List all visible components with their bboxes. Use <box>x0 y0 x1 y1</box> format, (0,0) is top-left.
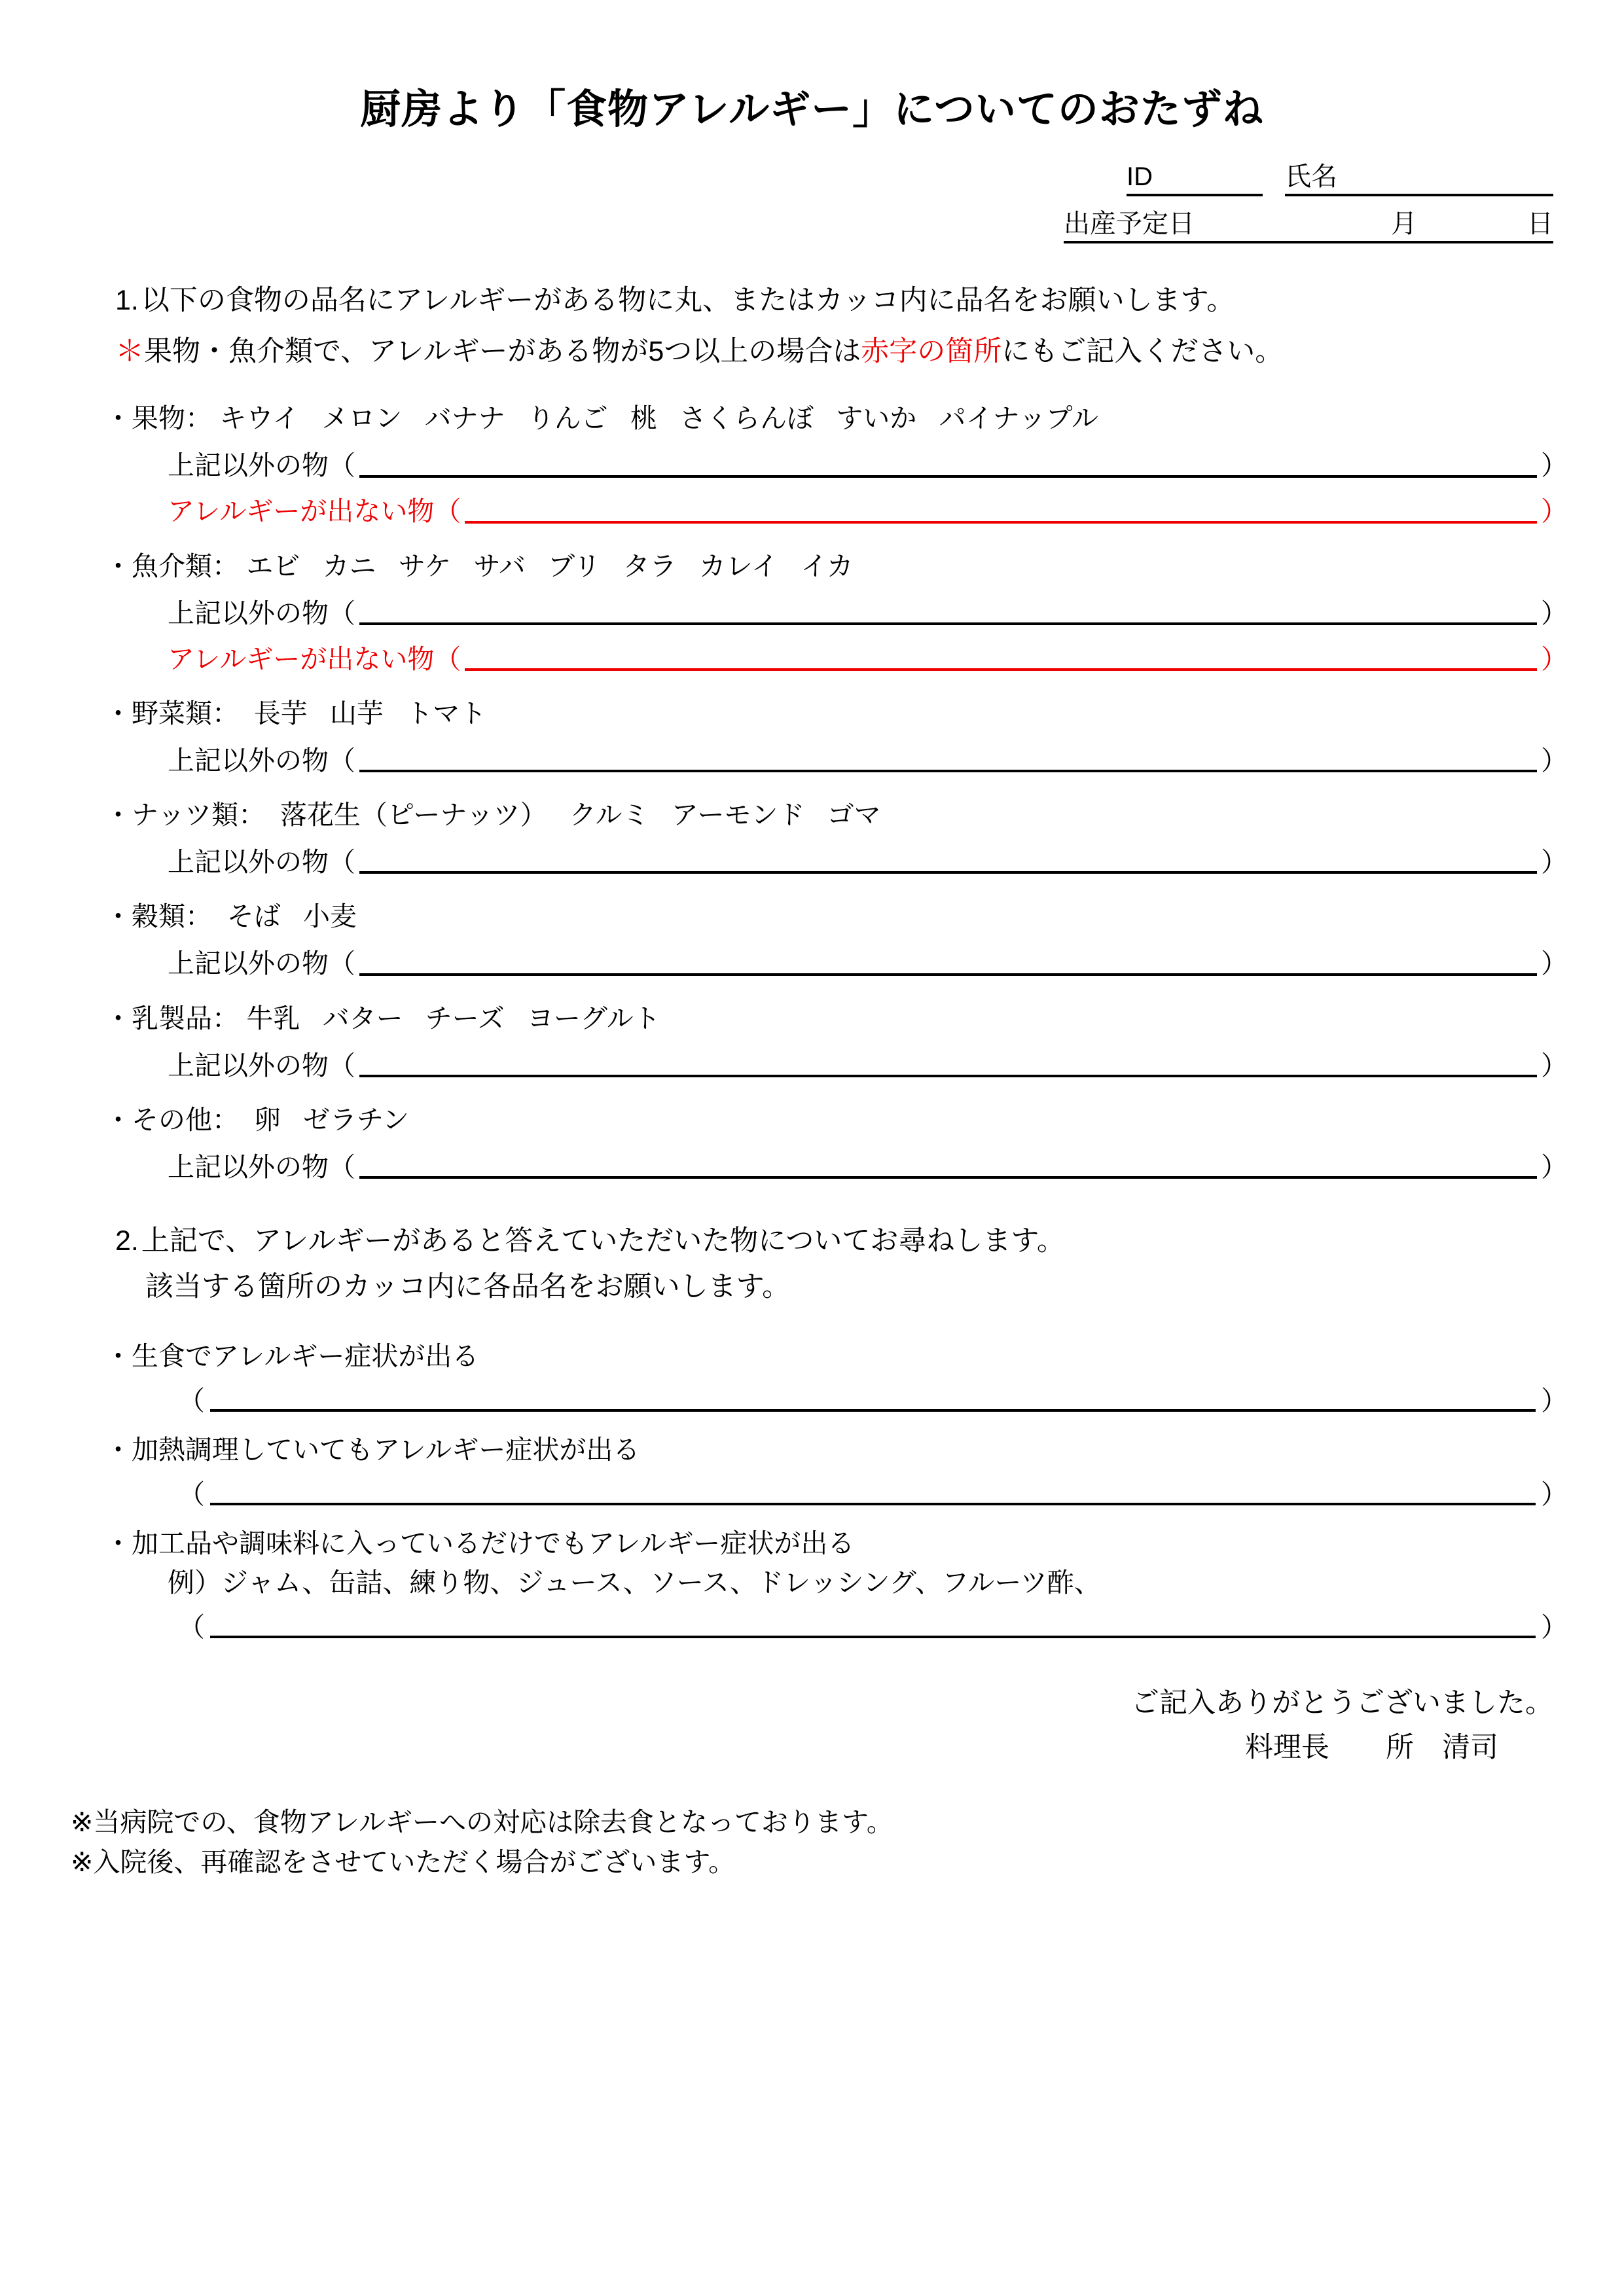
section2-line-1-text: 上記で、アレルギーがあると答えていただいた物についてお尋ねします。 <box>141 1225 1065 1257</box>
food-item[interactable]: ゴマ <box>827 800 881 831</box>
food-item[interactable]: 落花生（ピーナッツ） <box>280 800 547 831</box>
other-items-input[interactable] <box>359 842 1537 874</box>
colon: ： <box>185 901 212 932</box>
bullet-icon: ・ <box>105 901 132 932</box>
category-seafood-name: 魚介類 <box>132 550 212 581</box>
category-dairy-other-row[interactable] <box>105 1046 1568 1081</box>
category-nuts <box>105 798 1568 878</box>
category-other <box>105 1103 1568 1183</box>
category-nuts-other-row[interactable] <box>105 842 1568 878</box>
question-label: 生食でアレルギー症状が出る <box>132 1340 479 1371</box>
category-fruits-other-row[interactable] <box>105 446 1568 482</box>
category-grains-header <box>105 900 1568 933</box>
section2-line-2: 該当する箇所のカッコ内に各品名をお願いします。 <box>145 1271 791 1303</box>
category-other-header <box>105 1103 1568 1137</box>
thanks-message: ご記入ありがとうございました。 <box>1131 1687 1553 1719</box>
due-date-row <box>0 208 1553 243</box>
category-dairy-name: 乳製品 <box>132 1003 212 1033</box>
other-items-label: 上記以外の物（ <box>168 745 355 776</box>
footnote-item: ※入院後、再確認をさせていただく場合がございます。 <box>71 1847 736 1878</box>
food-item[interactable]: アーモンド <box>671 800 805 831</box>
category-seafood-no-allergy-row[interactable] <box>105 639 1568 675</box>
category-other-name: その他 <box>132 1104 212 1135</box>
question-processed-food-answer[interactable] <box>105 1608 1568 1642</box>
food-item[interactable]: チーズ <box>425 1003 505 1033</box>
month-label: 月 <box>1391 209 1417 239</box>
paren-close: ） <box>1541 1151 1568 1182</box>
food-item[interactable]: さくらんぼ <box>679 403 814 434</box>
bullet-icon: ・ <box>105 800 132 831</box>
category-vegetables <box>105 697 1568 776</box>
bullet-icon: ・ <box>105 1340 132 1371</box>
intro-instructions <box>0 280 1624 372</box>
bullet-icon: ・ <box>105 1104 132 1135</box>
footnotes-block <box>0 1803 1624 1883</box>
colon: ： <box>238 800 266 831</box>
category-nuts-items <box>273 800 881 830</box>
category-dairy-header <box>105 1002 1568 1035</box>
intro-line-2-before: 果物・魚介類で、アレルギーがある物が5つ以上の場合は <box>144 335 861 367</box>
other-items-input[interactable] <box>359 1147 1537 1179</box>
paren-close: ） <box>1541 450 1568 481</box>
food-item[interactable]: 桃 <box>630 403 657 434</box>
chef-signature: 料理長 所 清司 <box>1245 1732 1498 1764</box>
category-grains <box>105 900 1568 979</box>
no-allergy-label: アレルギーが出ない物（ <box>168 496 461 527</box>
other-items-label: 上記以外の物（ <box>168 948 355 979</box>
bullet-icon: ・ <box>105 403 132 434</box>
food-item[interactable]: イカ <box>800 550 854 581</box>
food-item[interactable]: メロン <box>321 403 403 434</box>
food-item[interactable]: キウイ <box>219 403 300 434</box>
intro-line-2-after: にもご記入ください。 <box>1001 335 1284 367</box>
category-other-items <box>246 1105 409 1135</box>
question-cooked-food-input[interactable] <box>210 1475 1536 1505</box>
category-fruits-header <box>105 402 1568 435</box>
category-list <box>0 402 1624 1183</box>
colon: ： <box>212 698 239 728</box>
question-processed-food <box>105 1526 1568 1642</box>
colon: ： <box>212 1104 239 1135</box>
food-item[interactable]: ゼラチン <box>303 1104 409 1135</box>
paren-open: （ <box>178 1385 205 1416</box>
intro-line-1-text: 以下の食物の品名にアレルギーがある物に丸、またはカッコ内に品名をお願いします。 <box>141 285 1235 317</box>
name-field[interactable] <box>1285 161 1553 196</box>
bullet-icon: ・ <box>105 1528 132 1559</box>
paren-close: ） <box>1541 643 1568 674</box>
question-processed-food-example: 例）ジャム、缶詰、練り物、ジュース、ソース、ドレッシング、フルーツ酢、 <box>168 1567 1101 1598</box>
paren-close: ） <box>1541 496 1568 527</box>
category-seafood-items <box>246 551 853 581</box>
food-item[interactable]: タラ <box>623 550 677 581</box>
colon: ： <box>185 403 212 434</box>
category-other-other-row[interactable] <box>105 1147 1568 1183</box>
paren-close: ） <box>1541 1479 1568 1510</box>
other-items-label: 上記以外の物（ <box>168 847 355 878</box>
bullet-icon: ・ <box>105 1003 132 1033</box>
other-items-input[interactable] <box>359 1046 1537 1077</box>
section2-number: 2. <box>115 1225 139 1257</box>
question-raw-food-input[interactable] <box>210 1382 1536 1412</box>
section2-line-1 <box>115 1221 1572 1261</box>
asterisk-icon: ＊ <box>115 334 144 367</box>
food-item[interactable]: 長芋 <box>253 698 308 728</box>
day-label: 日 <box>1527 209 1553 239</box>
no-allergy-input[interactable] <box>465 639 1537 671</box>
category-fruits-name: 果物 <box>132 403 185 434</box>
footnote-item: ※当病院での、食物アレルギーへの対応は除去食となっております。 <box>71 1806 893 1837</box>
category-seafood-other-row[interactable] <box>105 594 1568 629</box>
bullet-icon: ・ <box>105 550 132 581</box>
food-item[interactable]: バター <box>322 1003 403 1033</box>
paren-close: ） <box>1541 745 1568 776</box>
other-items-label: 上記以外の物（ <box>168 1151 355 1182</box>
id-name-row <box>0 161 1553 196</box>
other-items-input[interactable] <box>359 446 1537 478</box>
id-field[interactable] <box>1127 161 1263 196</box>
intro-line-2-red-emphasis: 赤字の箇所 <box>861 335 1002 367</box>
bullet-icon: ・ <box>105 1435 132 1465</box>
paren-close: ） <box>1541 598 1568 628</box>
due-date-field[interactable] <box>1064 208 1553 243</box>
food-item[interactable]: 卵 <box>253 1104 281 1135</box>
category-fruits-no-allergy-row[interactable] <box>105 492 1568 528</box>
paren-close: ） <box>1541 948 1568 979</box>
other-items-input[interactable] <box>359 594 1537 625</box>
food-item[interactable]: パイナップル <box>939 403 1099 434</box>
food-item[interactable]: 小麦 <box>303 901 357 932</box>
question-raw-food <box>105 1339 1568 1416</box>
category-fruits-items <box>219 403 1098 433</box>
question-cooked-food <box>105 1433 1568 1509</box>
other-items-input[interactable] <box>359 741 1537 772</box>
paren-close: ） <box>1541 847 1568 878</box>
no-allergy-label: アレルギーが出ない物（ <box>168 643 461 674</box>
category-grains-items <box>219 901 357 931</box>
food-item[interactable]: トマト <box>406 698 487 728</box>
paren-open: （ <box>178 1479 205 1510</box>
category-vegetables-items <box>246 698 486 728</box>
food-item[interactable]: そば <box>226 901 281 932</box>
category-seafood-header <box>105 550 1568 583</box>
category-grains-name: 穀類 <box>132 901 185 932</box>
food-item[interactable]: カレイ <box>698 550 778 581</box>
category-dairy-items <box>246 1003 660 1033</box>
paren-close: ） <box>1541 1611 1568 1642</box>
food-item[interactable]: すいか <box>836 403 917 434</box>
question-processed-food-input[interactable] <box>210 1608 1536 1638</box>
food-item[interactable]: ブリ <box>548 550 601 581</box>
colon: ： <box>212 550 239 581</box>
category-vegetables-name: 野菜類 <box>132 698 212 728</box>
other-items-label: 上記以外の物（ <box>168 450 355 481</box>
paren-open: （ <box>178 1611 205 1642</box>
due-date-label: 出産予定日 <box>1064 209 1195 239</box>
other-items-input[interactable] <box>359 944 1537 976</box>
section2-instructions <box>0 1221 1624 1308</box>
question-label: 加熱調理していてもアレルギー症状が出る <box>132 1435 640 1465</box>
food-item[interactable]: サケ <box>398 550 452 581</box>
food-item[interactable]: 山芋 <box>330 698 384 728</box>
question-processed-food-text <box>105 1526 1568 1561</box>
other-items-label: 上記以外の物（ <box>168 598 355 628</box>
category-vegetables-other-row[interactable] <box>105 741 1568 776</box>
food-item[interactable]: バナナ <box>424 403 505 434</box>
paren-close: ） <box>1541 1385 1568 1416</box>
intro-line-1-number: 1. <box>115 285 139 317</box>
other-items-label: 上記以外の物（ <box>168 1050 355 1081</box>
colon: ： <box>212 1003 239 1033</box>
category-dairy <box>105 1002 1568 1081</box>
food-item[interactable]: サバ <box>473 550 526 581</box>
category-fruits <box>105 402 1568 527</box>
intro-line-2 <box>115 331 1572 372</box>
name-label: 氏名 <box>1285 162 1337 192</box>
food-item[interactable]: ヨーグルト <box>526 1003 660 1033</box>
question-label: 加工品や調味料に入っているだけでもアレルギー症状が出る <box>132 1528 855 1559</box>
category-nuts-name: ナッツ類 <box>132 800 239 831</box>
category-seafood <box>105 550 1568 675</box>
closing-block <box>0 1683 1624 1768</box>
header-fields <box>0 161 1624 243</box>
question-raw-food-answer[interactable] <box>105 1382 1568 1416</box>
food-item[interactable]: りんご <box>527 403 608 434</box>
paren-close: ） <box>1541 1050 1568 1081</box>
category-vegetables-header <box>105 697 1568 730</box>
food-item[interactable]: カニ <box>322 550 376 581</box>
question-cooked-food-text <box>105 1433 1568 1467</box>
id-label: ID <box>1127 162 1153 192</box>
category-nuts-header <box>105 798 1568 832</box>
page-title: 厨房より「食物アレルギー」についてのおたずね <box>360 87 1264 132</box>
food-item[interactable]: クルミ <box>569 800 649 831</box>
symptom-question-list <box>0 1339 1624 1642</box>
no-allergy-input[interactable] <box>465 492 1537 524</box>
question-cooked-food-answer[interactable] <box>105 1475 1568 1509</box>
bullet-icon: ・ <box>105 698 132 728</box>
food-item[interactable]: エビ <box>246 550 300 581</box>
food-item[interactable]: 牛乳 <box>246 1003 300 1033</box>
category-grains-other-row[interactable] <box>105 944 1568 980</box>
question-raw-food-text <box>105 1339 1568 1374</box>
intro-line-1 <box>115 280 1572 321</box>
